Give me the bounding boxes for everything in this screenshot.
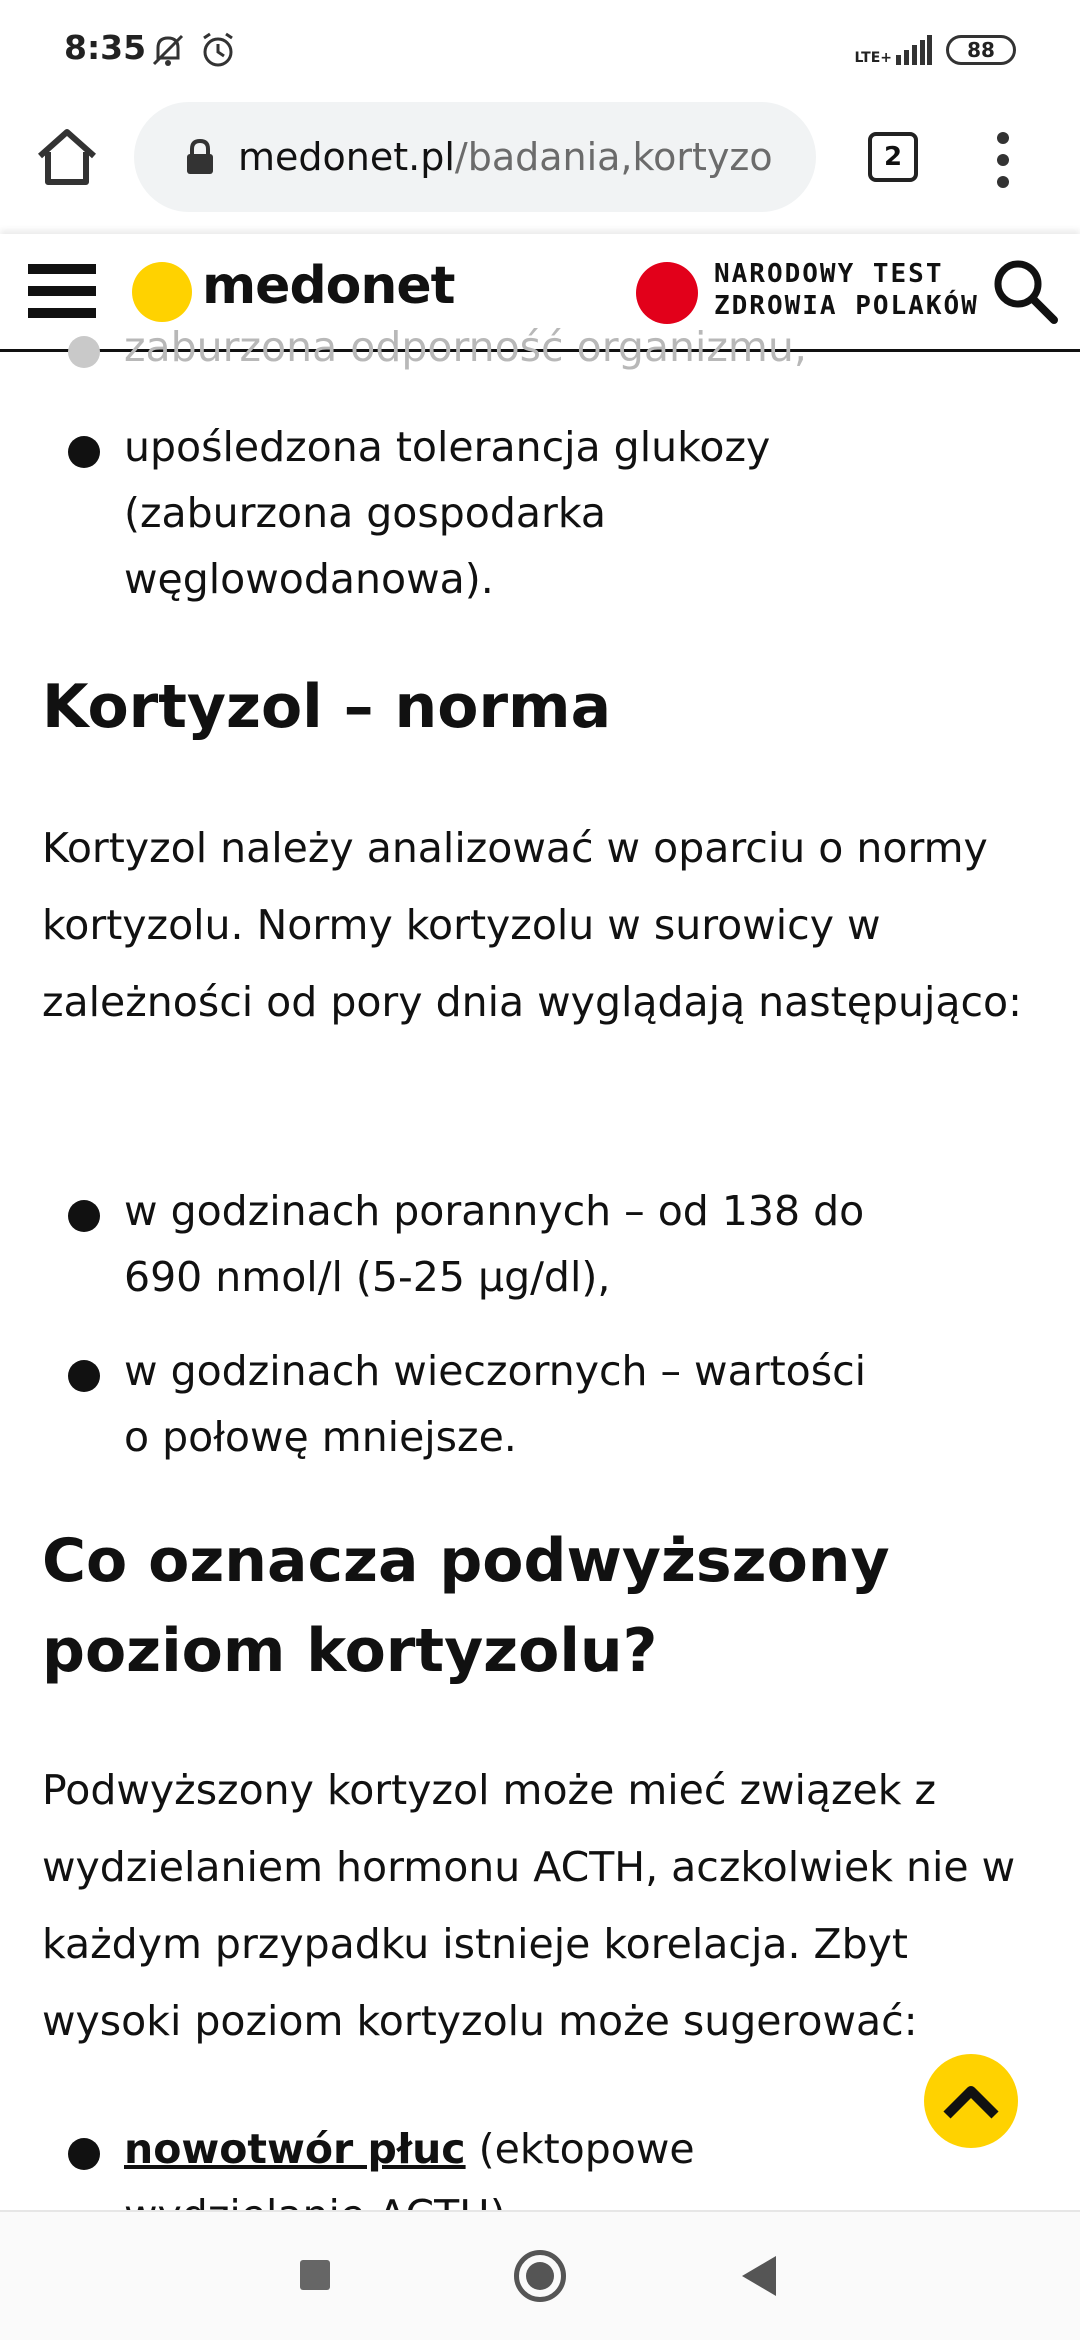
campaign-link[interactable] <box>714 258 979 322</box>
bullet-list-norms <box>0 1178 1080 1470</box>
list-item: w godzinach wieczornych – wartości o połowę mniejsze. <box>0 1338 960 1470</box>
url-path: /badania,kortyzo <box>454 135 773 179</box>
bullet-list-symptoms <box>0 414 1080 612</box>
url-domain: medonet.pl <box>238 135 455 179</box>
url-text <box>238 135 778 179</box>
paragraph-norms: Kortyzol należy analizować w oparciu o normy kortyzolu. Normy kortyzolu w surowicy w zależności od pory dnia wyglądają następująco: <box>42 824 1022 1026</box>
tab-switcher-button[interactable]: 2 <box>868 132 918 182</box>
network-indicator <box>855 35 932 65</box>
status-bar <box>0 0 1080 96</box>
url-bar[interactable] <box>134 102 816 212</box>
list-item: w godzinach porannych – od 138 do 690 nmol/l (5-25 μg/dl), <box>0 1178 960 1310</box>
status-icons-right <box>855 30 1016 70</box>
home-icon[interactable] <box>32 122 102 192</box>
browser-toolbar <box>0 96 1080 234</box>
network-label: LTE+ <box>854 50 892 66</box>
home-nav-icon[interactable] <box>514 2250 566 2302</box>
scroll-to-top-button[interactable] <box>924 2054 1018 2148</box>
heading-elevated-cortisol: Co oznacza podwyższony poziom kortyzolu? <box>42 1526 890 1686</box>
paragraph-elevated: Podwyższony kortyzol może mieć związek z wydzielaniem hormonu ACTH, aczkolwiek nie w każdym przypadku istnieje korelacja. Zbyt wysoki poziom kortyzolu może sugerować: <box>42 1766 1016 2045</box>
battery-indicator: 88 <box>946 35 1016 65</box>
system-nav-bar <box>0 2210 1080 2340</box>
alarm-icon <box>198 30 238 70</box>
article-content <box>0 323 1080 2210</box>
heading-cortisol-norm: Kortyzol – norma <box>42 672 612 742</box>
status-icons-left <box>148 28 238 72</box>
campaign-line1: NARODOWY TEST <box>714 259 944 289</box>
chevron-up-icon <box>941 2081 1001 2121</box>
list-item: upośledzona tolerancja glukozy (zaburzona gospodarka węglowodanowa). <box>0 414 900 612</box>
recents-icon[interactable] <box>300 2260 330 2290</box>
logo-dot[interactable] <box>132 262 192 322</box>
more-vert-icon[interactable] <box>988 130 1018 190</box>
hamburger-menu-icon[interactable] <box>28 264 96 320</box>
list-item-text: (ektopowe <box>478 2125 695 2173</box>
lock-icon <box>186 139 214 175</box>
back-icon[interactable] <box>742 2256 776 2296</box>
list-item: zaburzona odporność organizmu, <box>0 314 1080 380</box>
mute-icon <box>148 30 188 70</box>
signal-icon <box>896 35 932 65</box>
status-time: 8:35 <box>64 28 147 67</box>
bullet-list-top <box>0 314 1080 380</box>
campaign-line2: ZDROWIA POLAKÓW <box>714 291 979 321</box>
site-logo[interactable]: medonet <box>202 256 455 316</box>
lung-cancer-link[interactable]: nowotwór płuc <box>124 2125 466 2173</box>
